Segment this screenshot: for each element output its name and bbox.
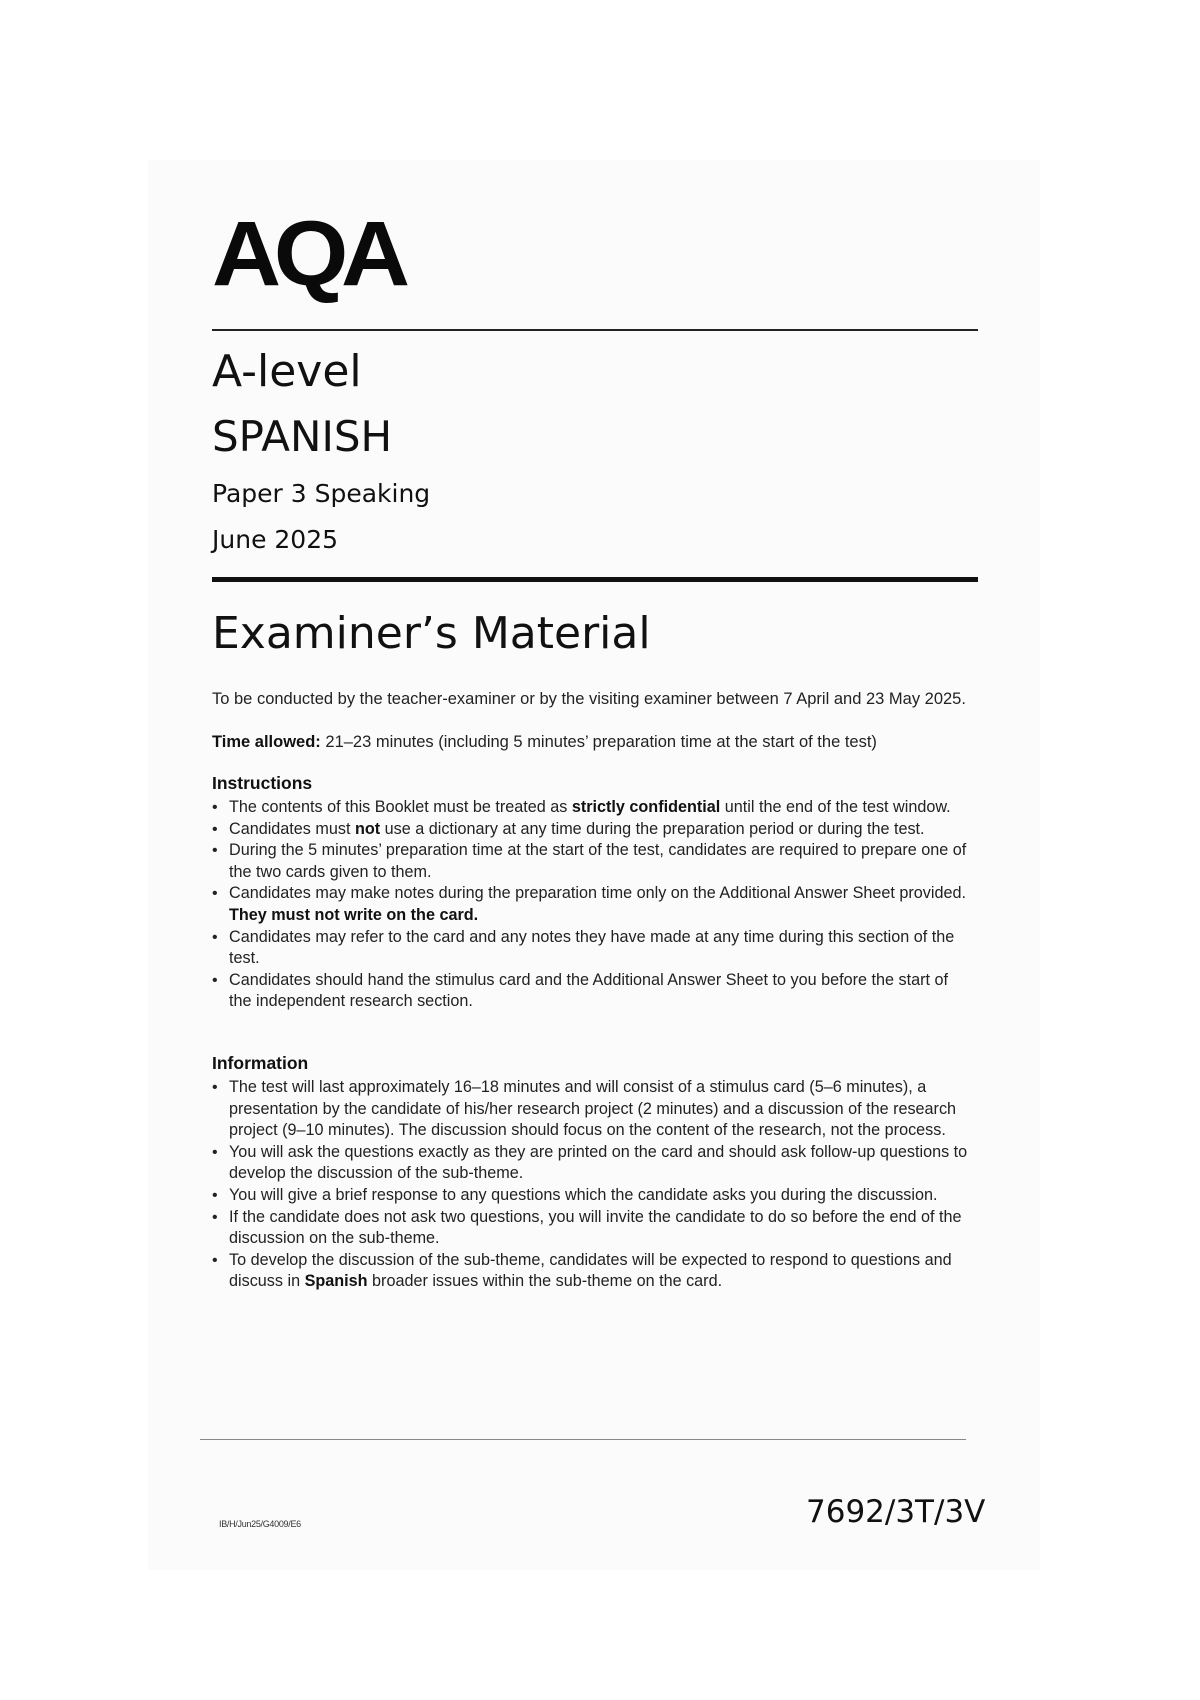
list-item: • Candidates must not use a dictionary at any time during the preparation period or during the test. xyxy=(212,819,972,841)
list-item: • Candidates may refer to the card and any notes they have made at any time during this section of the test. xyxy=(212,927,955,968)
bullet-icon: • xyxy=(212,928,218,946)
bullet-icon: • xyxy=(212,799,218,816)
instructions-heading: Instructions xyxy=(212,773,313,793)
time-allowed-label: Time allowed: xyxy=(212,733,321,751)
information-list xyxy=(212,1077,972,1293)
list-item: • During the 5 minutes’ preparation time at the start of the test, candidates are required to prepare one of the two cards given to them. xyxy=(212,841,967,881)
instructions-section xyxy=(212,773,972,1013)
bullet-icon: • xyxy=(212,1143,218,1161)
list-item: • To develop the discussion of the sub-theme, candidates will be expected to respond to questions and discuss in Spanish broader issues within the sub-theme on the card. xyxy=(212,1250,952,1291)
list-item: • You will give a brief response to any questions which the candidate asks you during the discussion. xyxy=(212,1185,972,1207)
aqa-logo: AQA xyxy=(212,203,403,305)
list-item: • Candidates should hand the stimulus card and the Additional Answer Sheet to you before the start of the independent research section. xyxy=(212,970,949,1011)
bullet-icon: • xyxy=(212,1208,218,1226)
header-divider xyxy=(212,329,978,331)
bullet-icon: • xyxy=(212,1079,218,1096)
bullet-icon: • xyxy=(212,1251,218,1269)
information-section xyxy=(212,1053,972,1293)
title-divider xyxy=(212,577,978,582)
list-item: • You will ask the questions exactly as they are printed on the card and should ask follow-up questions to develop the discussion of the sub-theme. xyxy=(212,1142,968,1183)
paper-code: 7692/3T/3V xyxy=(806,1494,986,1530)
list-item: • Candidates may make notes during the preparation time only on the Additional Answer Sheet provided. They must not write on the card. xyxy=(212,884,966,924)
list-item: • If the candidate does not ask two questions, you will invite the candidate to do so before the end of the discussion on the sub-theme. xyxy=(212,1207,962,1248)
conduct-note: To be conducted by the teacher-examiner or by the visiting examiner between 7 April and 23 May 2025. xyxy=(212,690,966,708)
page-title: Examiner’s Material xyxy=(212,608,651,659)
bullet-icon: • xyxy=(212,1186,218,1204)
list-item: • The test will last approximately 16–18 minutes and will consist of a stimulus card (5–6 minutes), a presentation by the candidate of his/her research project (2 minutes) and a discussion of the research project (9–10 minutes). The discussion should focus on the content of the research, not the process. xyxy=(212,1078,957,1140)
document-reference: IB/H/Jun25/G4009/E6 xyxy=(219,1519,301,1529)
bullet-icon: • xyxy=(212,885,218,903)
subject-title: SPANISH xyxy=(212,412,393,461)
exam-date: June 2025 xyxy=(212,525,339,554)
information-heading: Information xyxy=(212,1053,309,1073)
footer-divider xyxy=(200,1439,966,1440)
list-item: • The contents of this Booklet must be treated as strictly confidential until the end of the test window. xyxy=(212,797,972,819)
bullet-icon: • xyxy=(212,842,218,860)
time-allowed-value: 21–23 minutes (including 5 minutes’ preparation time at the start of the test) xyxy=(320,733,877,751)
paper-label: Paper 3 Speaking xyxy=(212,479,431,508)
time-allowed xyxy=(212,733,1002,753)
bullet-icon: • xyxy=(212,820,218,838)
qualification-level: A-level xyxy=(212,346,362,397)
instructions-list xyxy=(212,797,972,1013)
bullet-icon: • xyxy=(212,971,218,989)
